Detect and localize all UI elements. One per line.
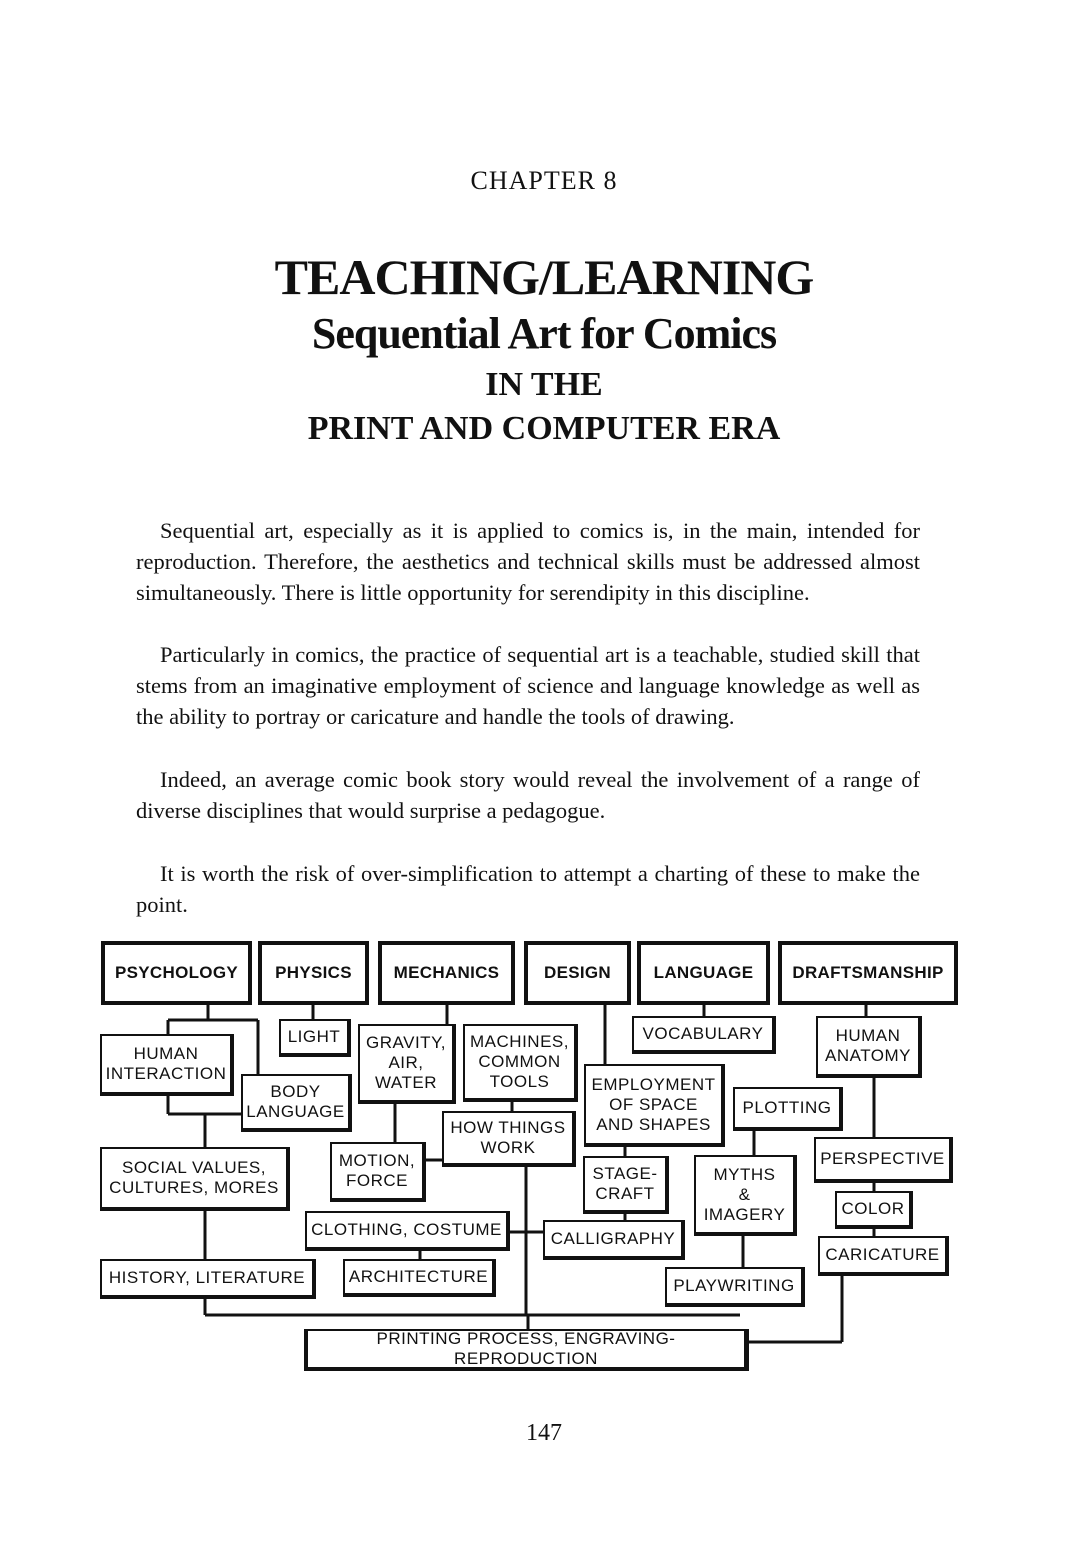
node-body-language: BODY LANGUAGE bbox=[241, 1074, 352, 1132]
title-line-3: IN THE bbox=[485, 366, 603, 403]
node-motion-force: MOTION, FORCE bbox=[330, 1142, 426, 1202]
node-playwriting: PLAYWRITING bbox=[665, 1267, 805, 1307]
node-perspective: PERSPECTIVE bbox=[814, 1137, 953, 1183]
header-draftsmanship: DRAFTSMANSHIP bbox=[778, 941, 958, 1005]
node-history-literature: HISTORY, LITERATURE bbox=[100, 1259, 316, 1299]
paragraph-3: Indeed, an average comic book story would reveal the involvement of a range of diverse disciplines that would surprise a pedagogue. bbox=[136, 767, 920, 823]
node-plotting: PLOTTING bbox=[733, 1087, 843, 1131]
paragraph-1: Sequential art, especially as it is applied to comics is, in the main, intended for reproduction. Therefore, the aesthetics and technical skills must be addressed almost simultaneously. There is little opportunity for serendipity in this discipline. bbox=[136, 518, 920, 605]
title-line-2: Sequential Art for Comics bbox=[311, 309, 777, 358]
node-calligraphy: CALLIGRAPHY bbox=[543, 1220, 685, 1260]
header-design: DESIGN bbox=[524, 941, 631, 1005]
node-how-things-work: HOW THINGS WORK bbox=[442, 1111, 576, 1167]
paragraph-4: It is worth the risk of over-simplification to attempt a charting of these to make the point. bbox=[136, 861, 920, 917]
node-machines-common-tools: MACHINES, COMMON TOOLS bbox=[463, 1024, 578, 1102]
node-human-interaction: HUMAN INTERACTION bbox=[100, 1034, 234, 1096]
node-color: COLOR bbox=[835, 1191, 913, 1229]
title-line-1: TEACHING/LEARNING bbox=[274, 249, 814, 305]
title-line-4: PRINT AND COMPUTER ERA bbox=[307, 410, 781, 447]
node-light: LIGHT bbox=[279, 1019, 351, 1057]
paragraph-2: Particularly in comics, the practice of sequential art is a teachable, studied skill that stems from an imaginative employment of science and language knowledge as well as the ability to portray or caricature and handle the tools of drawing. bbox=[136, 642, 920, 729]
node-stagecraft: STAGE- CRAFT bbox=[583, 1156, 669, 1214]
node-printing-process: PRINTING PROCESS, ENGRAVING-REPRODUCTION bbox=[304, 1329, 749, 1371]
node-human-anatomy: HUMAN ANATOMY bbox=[816, 1016, 922, 1078]
node-architecture: ARCHITECTURE bbox=[343, 1259, 496, 1297]
node-clothing-costume: CLOTHING, COSTUME bbox=[305, 1211, 510, 1251]
node-employment-of-space: EMPLOYMENT OF SPACE AND SHAPES bbox=[584, 1064, 725, 1147]
node-social-values: SOCIAL VALUES, CULTURES, MORES bbox=[100, 1147, 290, 1211]
node-caricature: CARICATURE bbox=[818, 1236, 949, 1276]
header-psychology: PSYCHOLOGY bbox=[101, 941, 252, 1005]
chapter-label: CHAPTER 8 bbox=[470, 166, 618, 195]
header-mechanics: MECHANICS bbox=[378, 941, 515, 1005]
header-language: LANGUAGE bbox=[637, 941, 770, 1005]
page-number: 147 bbox=[526, 1420, 562, 1446]
node-vocabulary: VOCABULARY bbox=[632, 1016, 776, 1054]
header-physics: PHYSICS bbox=[258, 941, 369, 1005]
node-myths-imagery: MYTHS & IMAGERY bbox=[694, 1155, 797, 1236]
node-gravity-air-water: GRAVITY, AIR, WATER bbox=[358, 1024, 456, 1104]
